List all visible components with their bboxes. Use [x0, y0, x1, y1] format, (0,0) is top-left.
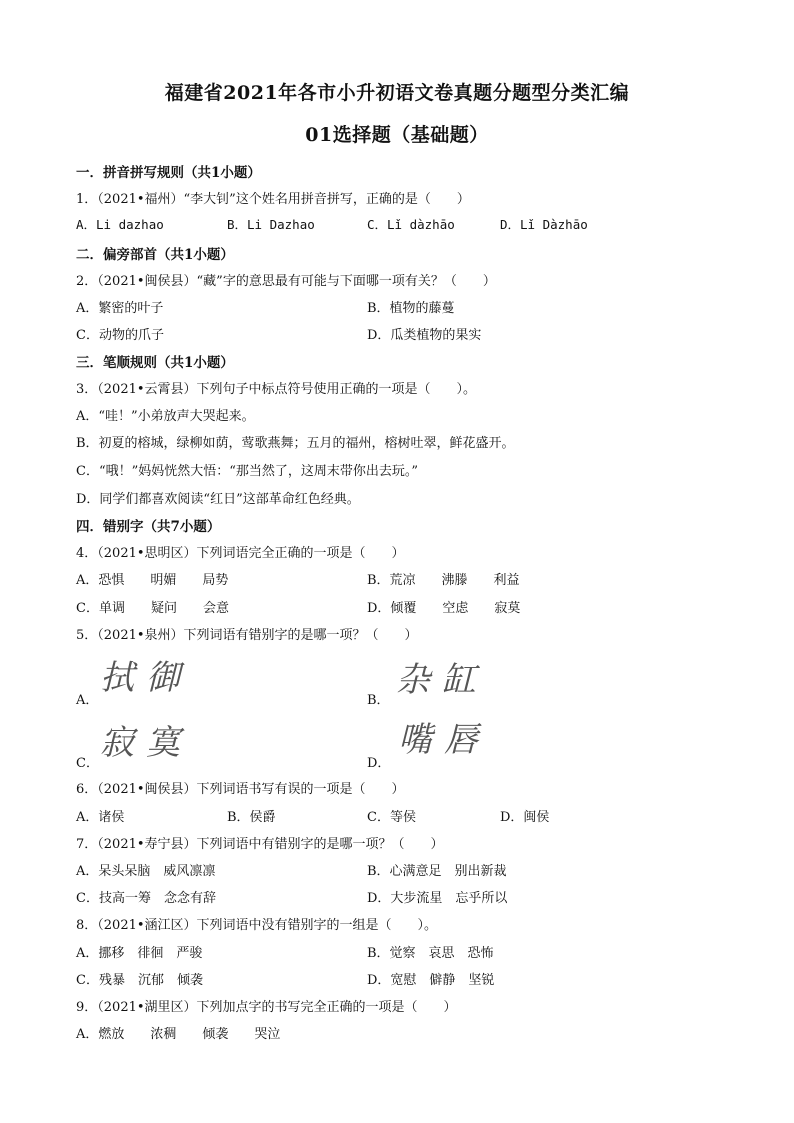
question-7-option-b: B．心满意足 别出新裁: [367, 864, 507, 879]
handwritten-word-image: 杂缸: [396, 660, 488, 700]
question-5-option-b-label: B．: [367, 693, 390, 708]
question-6-option-d: D．闽侯: [500, 810, 550, 825]
question-3-option-a: A．“哇！”小弟放声大哭起来。: [76, 409, 255, 424]
page-title: 福建省2021年各市小升初语文卷真题分题型分类汇编: [164, 82, 630, 104]
question-2-option-c: C．动物的爪子: [76, 328, 164, 343]
question-8-option-c: C．残暴 沉郁 倾袭: [76, 973, 203, 988]
question-5-option-a-label: A．: [76, 693, 99, 708]
section-heading: 二．偏旁部首（共1小题）: [76, 247, 234, 263]
handwritten-word-image: 寂寞: [100, 723, 192, 763]
section-heading: 四．错别字（共7小题）: [76, 519, 221, 535]
question-2-option-b: B．植物的藤蔓: [367, 301, 455, 316]
question-3-option-c: C．“哦！”妈妈恍然大悟：“那当然了，这周末带你出去玩。”: [76, 464, 419, 479]
question-7-option-a: A．呆头呆脑 威风凛凛: [76, 864, 216, 879]
question-1-option-a: A．Li dazhao: [76, 217, 164, 232]
question-3-option-b: B．初夏的榕城，绿柳如荫，莺歌燕舞；五月的福州，榕树吐翠，鲜花盛开。: [76, 436, 515, 451]
question-4-option-d: D．倾覆 空虑 寂莫: [367, 601, 521, 616]
question-1-option-c: C．Lǐ dàzhāo: [367, 217, 455, 232]
question-7-option-d: D．大步流星 忘乎所以: [367, 891, 508, 906]
question-5-option-d-label: D．: [367, 756, 391, 771]
question-2-option-d: D．瓜类植物的果实: [367, 328, 482, 343]
question-1-option-d: D．Lǐ Dàzhāo: [500, 217, 588, 232]
question-5-stem: 5．（2021•泉州）下列词语有错别字的是哪一项？（ ）: [76, 628, 418, 643]
question-6-option-a: A．诸侯: [76, 810, 125, 825]
question-5-option-c-label: C．: [76, 756, 99, 771]
question-4-option-c: C．单调 疑问 会意: [76, 601, 229, 616]
question-3-option-d: D．同学们都喜欢阅读“红日”这部革命红色经典。: [76, 492, 360, 507]
question-6-option-c: C．等侯: [367, 810, 416, 825]
question-1-option-b: B．Li Dazhao: [227, 217, 315, 232]
question-6-option-b: B．侯爵: [227, 810, 276, 825]
section-heading: 一．拼音拼写规则（共1小题）: [76, 165, 261, 181]
page-subtitle: 01选择题（基础题）: [305, 124, 489, 146]
question-8-option-a: A．挪移 徘徊 严骏: [76, 946, 203, 961]
question-7-option-c: C．技高一筹 念念有辞: [76, 891, 216, 906]
question-2-stem: 2．（2021•闽侯县）“藏”字的意思最有可能与下面哪一项有关？（ ）: [76, 274, 496, 289]
question-7-stem: 7．（2021•寿宁县）下列词语中有错别字的是哪一项？（ ）: [76, 837, 444, 852]
question-1-stem: 1．（2021•福州）“李大钊”这个姓名用拼音拼写，正确的是（ ）: [76, 192, 470, 207]
question-2-option-a: A．繁密的叶子: [76, 301, 164, 316]
question-8-option-d: D．宽慰 僻静 坚锐: [367, 973, 495, 988]
handwritten-word-image: 嘴唇: [398, 720, 490, 760]
question-3-stem: 3．（2021•云霄县）下列句子中标点符号使用正确的一项是（ ）。: [76, 382, 477, 397]
question-4-stem: 4．（2021•思明区）下列词语完全正确的一项是（ ）: [76, 546, 405, 561]
question-8-option-b: B．觉察 哀思 恐怖: [367, 946, 494, 961]
question-9-option-a: A．燃放 浓稠 倾袭 哭泣: [76, 1027, 281, 1042]
question-4-option-a: A．恐惧 明媚 局势: [76, 573, 229, 588]
question-4-option-b: B．荒凉 沸滕 利益: [367, 573, 520, 588]
question-8-stem: 8．（2021•涵江区）下列词语中没有错别字的一组是（ ）。: [76, 918, 438, 933]
question-6-stem: 6．（2021•闽侯县）下列词语书写有误的一项是（ ）: [76, 782, 405, 797]
question-9-stem: 9．（2021•湖里区）下列加点字的书写完全正确的一项是（ ）: [76, 1000, 457, 1015]
handwritten-word-image: 拭御: [100, 658, 192, 698]
section-heading: 三．笔顺规则（共1小题）: [76, 355, 234, 371]
